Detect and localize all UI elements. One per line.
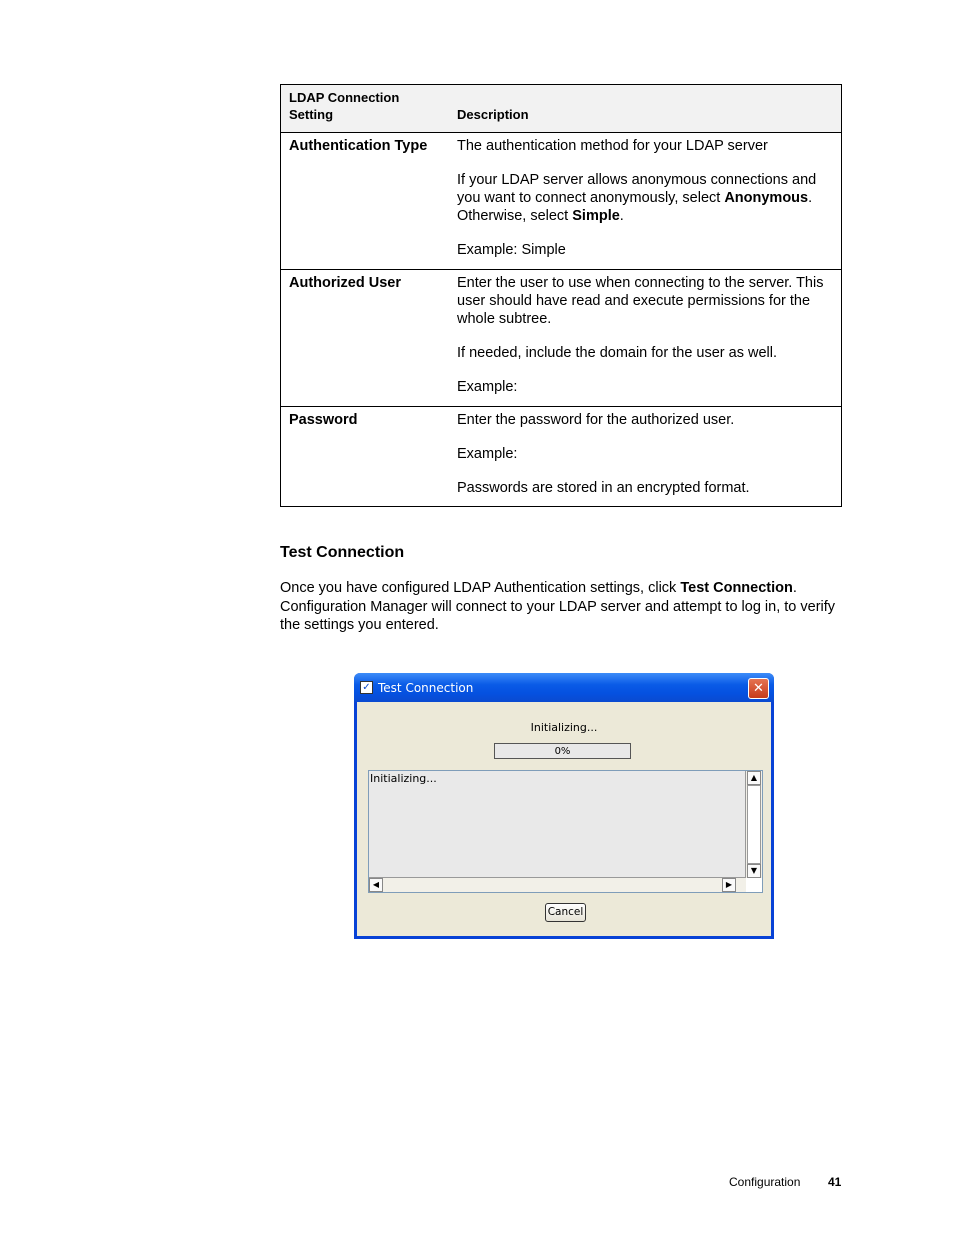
log-area <box>368 770 763 893</box>
dialog-titlebar[interactable] <box>354 673 774 702</box>
checkbox-icon: ✓ <box>360 681 373 694</box>
description-line: Enter the password for the authorized user. <box>457 412 735 428</box>
text-span: If your LDAP server allows anonymous connections and you want to connect anonymously, select <box>457 172 817 206</box>
cancel-button[interactable]: Cancel <box>545 903 586 922</box>
scroll-thumb[interactable] <box>747 785 761 864</box>
dialog-title: Test Connection <box>378 681 474 695</box>
description-line: Passwords are stored in an encrypted format. <box>457 480 750 496</box>
close-button[interactable] <box>748 678 769 699</box>
description-line: If needed, include the domain for the user as well. <box>457 345 777 361</box>
section-heading: Test Connection <box>280 544 405 561</box>
log-textarea[interactable]: Initializing... <box>369 771 746 878</box>
table-row <box>281 407 841 506</box>
progress-bar <box>494 743 631 759</box>
setting-name: Authentication Type <box>289 138 428 154</box>
description-line: The authentication method for your LDAP server <box>457 138 768 154</box>
table-row <box>281 133 841 270</box>
setting-description <box>457 274 833 396</box>
arrow-right-icon: ▶ <box>725 880 733 889</box>
description-line: Example: Simple <box>457 242 566 258</box>
bold-text: Anonymous <box>724 190 809 206</box>
description-line: Example: <box>457 379 518 395</box>
setting-description <box>457 137 833 259</box>
footer-section: Configuration <box>729 1175 801 1189</box>
description-line: Example: <box>457 446 518 462</box>
status-text: Initializing... <box>530 721 598 734</box>
text-span: . Configuration Manager will connect to your LDAP server and attempt to log in, to verify the settings you entered. <box>280 580 836 633</box>
setting-description <box>457 411 833 497</box>
page-number: 41 <box>828 1175 842 1189</box>
table-row <box>281 270 841 407</box>
arrow-up-icon: ▲ <box>750 773 758 782</box>
close-icon: ✕ <box>753 681 764 696</box>
horizontal-scrollbar[interactable] <box>369 878 746 892</box>
scroll-down-button[interactable] <box>747 864 761 878</box>
test-connection-dialog <box>354 673 774 939</box>
bold-text: Simple <box>572 208 620 224</box>
table-header <box>281 85 841 133</box>
setting-name: Password <box>289 412 358 428</box>
scroll-left-button[interactable] <box>369 878 383 892</box>
header-setting: LDAP Connection Setting <box>289 90 400 122</box>
scroll-right-button[interactable] <box>722 878 736 892</box>
vertical-scrollbar[interactable] <box>746 771 762 878</box>
text-span: Once you have configured LDAP Authentication settings, click <box>280 580 681 596</box>
text-span: . Otherwise, select <box>457 190 813 224</box>
text-span: . <box>619 208 624 224</box>
ldap-settings-table <box>280 84 842 507</box>
setting-name: Authorized User <box>289 275 401 291</box>
header-description: Description <box>457 107 529 122</box>
arrow-left-icon: ◀ <box>372 880 380 889</box>
progress-label: 0% <box>554 746 571 757</box>
arrow-down-icon: ▼ <box>750 866 758 875</box>
section-paragraph <box>280 579 850 635</box>
description-line <box>457 171 833 225</box>
scroll-up-button[interactable] <box>747 771 761 785</box>
description-line: Enter the user to use when connecting to the server. This user should have read and execute permissions for the whole subtree. <box>457 275 824 327</box>
bold-text: Test Connection <box>680 580 793 596</box>
